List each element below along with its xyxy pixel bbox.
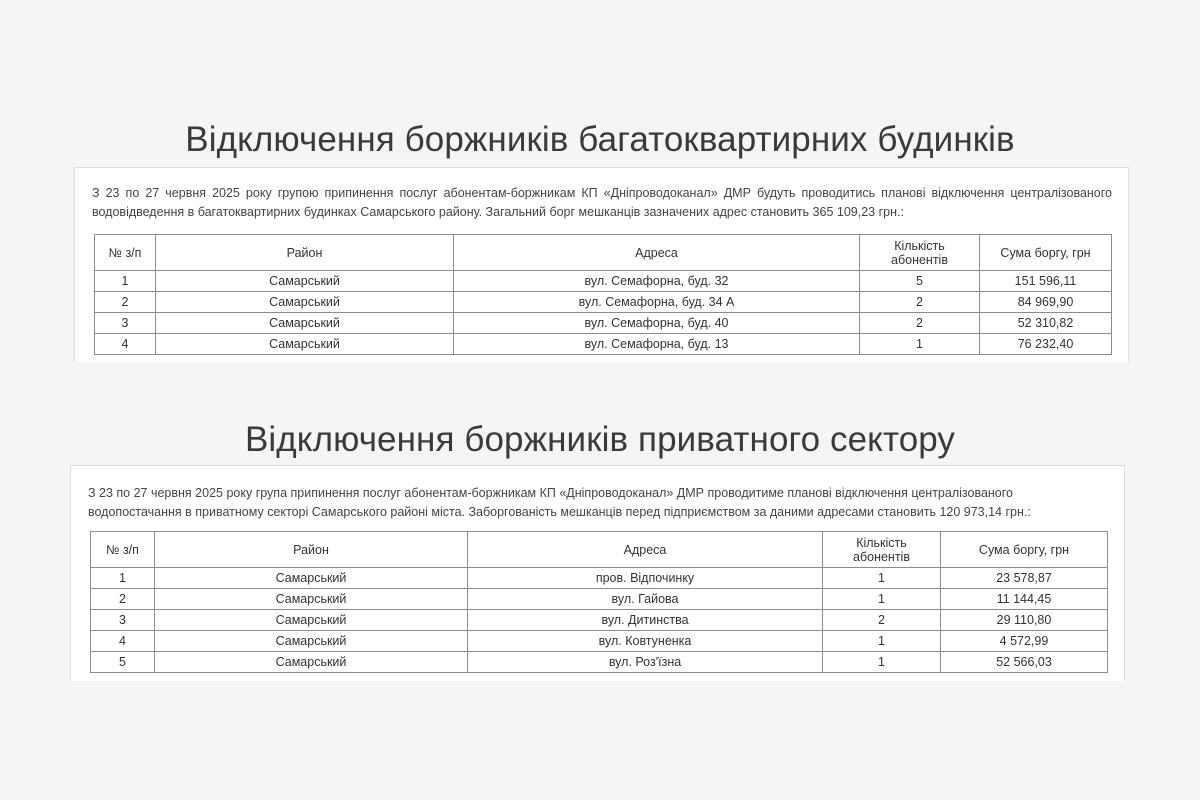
cell-subscribers: 2 [823, 610, 941, 631]
private-sector-table [90, 531, 1108, 673]
section-title-private-sector: Відключення боржників приватного сектору [244, 420, 956, 459]
cell-number: 4 [95, 334, 156, 355]
col-header-district: Район [155, 532, 468, 568]
table-row [91, 589, 1108, 610]
cell-district: Самарський [156, 292, 454, 313]
cell-number: 5 [91, 652, 155, 673]
cell-address: вул. Ковтуненка [468, 631, 823, 652]
col-header-number: № з/п [91, 532, 155, 568]
table-row [95, 313, 1112, 334]
table-row [91, 568, 1108, 589]
col-header-address: Адреса [454, 235, 860, 271]
cell-address: вул. Семафорна, буд. 32 [454, 271, 860, 292]
col-header-debt: Сума боргу, грн [941, 532, 1108, 568]
cell-district: Самарський [156, 334, 454, 355]
cell-number: 3 [91, 610, 155, 631]
col-header-subscribers: Кількість абонентів [823, 532, 941, 568]
cell-district: Самарський [155, 589, 468, 610]
cell-address: вул. Семафорна, буд. 13 [454, 334, 860, 355]
cell-subscribers: 5 [860, 271, 980, 292]
cell-address: вул. Семафорна, буд. 40 [454, 313, 860, 334]
cell-debt: 23 578,87 [941, 568, 1108, 589]
apartments-table [94, 234, 1112, 355]
cell-address: пров. Відпочинку [468, 568, 823, 589]
cell-number: 2 [91, 589, 155, 610]
cell-district: Самарський [156, 313, 454, 334]
apartments-card [74, 167, 1129, 362]
cell-address: вул. Гайова [468, 589, 823, 610]
cell-district: Самарський [156, 271, 454, 292]
cell-district: Самарський [155, 652, 468, 673]
table-header-row [95, 235, 1112, 271]
col-header-number: № з/п [95, 235, 156, 271]
cell-district: Самарський [155, 631, 468, 652]
cell-district: Самарський [155, 568, 468, 589]
cell-debt: 52 566,03 [941, 652, 1108, 673]
cell-debt: 29 110,80 [941, 610, 1108, 631]
cell-address: вул. Семафорна, буд. 34 А [454, 292, 860, 313]
col-header-subscribers: Кількість абонентів [860, 235, 980, 271]
cell-subscribers: 2 [860, 313, 980, 334]
table-header-row [91, 532, 1108, 568]
cell-subscribers: 1 [823, 568, 941, 589]
section-title-apartments: Відключення боржників багатоквартирних будинків [185, 120, 1015, 159]
private-sector-intro: З 23 по 27 червня 2025 року група припинення послуг абонентам-боржникам КП «Дніпроводоканал» ДМР проводитиме планові відключення централізованого водопостачання в приватному секторі Самарського районі міста. Заборгованість мешканців перед підприємством за даними адресами становить 120 973,14 грн.: [88, 486, 1031, 519]
table-row [91, 610, 1108, 631]
cell-debt: 76 232,40 [980, 334, 1112, 355]
col-header-district: Район [156, 235, 454, 271]
cell-subscribers: 1 [823, 589, 941, 610]
cell-debt: 151 596,11 [980, 271, 1112, 292]
cell-number: 1 [95, 271, 156, 292]
private-sector-card [70, 465, 1125, 681]
cell-district: Самарський [155, 610, 468, 631]
col-header-address: Адреса [468, 532, 823, 568]
cell-subscribers: 1 [860, 334, 980, 355]
cell-debt: 4 572,99 [941, 631, 1108, 652]
cell-number: 4 [91, 631, 155, 652]
table-row [95, 292, 1112, 313]
apartments-intro: З 23 по 27 червня 2025 року групою припинення послуг абонентам-боржникам КП «Дніпроводоканал» ДМР будуть проводитись планові відключення централізованого водовідведення в багатоквартирних будинках Самарського району. Загальний борг мешканців зазначених адрес становить 365 109,23 грн.: [92, 186, 1112, 219]
cell-number: 3 [95, 313, 156, 334]
cell-address: вул. Роз'їзна [468, 652, 823, 673]
cell-subscribers: 1 [823, 631, 941, 652]
table-row [95, 334, 1112, 355]
table-row [95, 271, 1112, 292]
cell-subscribers: 2 [860, 292, 980, 313]
table-row [91, 631, 1108, 652]
table-row [91, 652, 1108, 673]
cell-subscribers: 1 [823, 652, 941, 673]
cell-debt: 11 144,45 [941, 589, 1108, 610]
cell-debt: 52 310,82 [980, 313, 1112, 334]
cell-address: вул. Дитинства [468, 610, 823, 631]
col-header-debt: Сума боргу, грн [980, 235, 1112, 271]
cell-number: 1 [91, 568, 155, 589]
cell-number: 2 [95, 292, 156, 313]
cell-debt: 84 969,90 [980, 292, 1112, 313]
